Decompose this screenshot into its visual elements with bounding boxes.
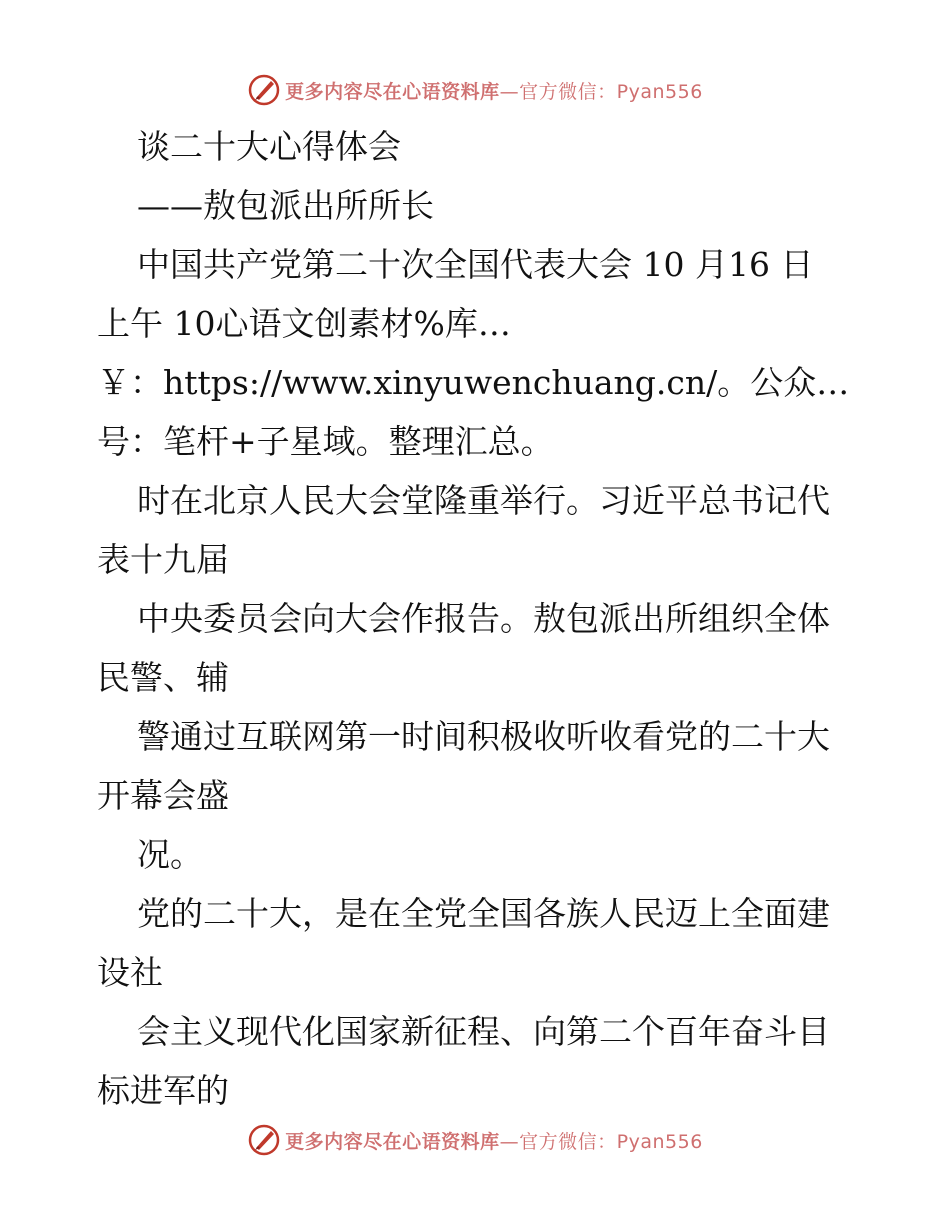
header-watermark: [247, 73, 703, 107]
header-brand-text: 更多内容尽在心语资料库: [285, 80, 500, 103]
quill-pen-logo-icon: [247, 1123, 281, 1157]
paragraph-line: 党的二十大，是在全党全国各族人民迈上全面建: [137, 894, 830, 933]
quill-pen-logo-icon: [247, 73, 281, 107]
document-title: 谈二十大心得体会: [137, 127, 401, 166]
document-byline: ——敖包派出所所长: [137, 186, 434, 225]
paragraph-line: 会主义现代化国家新征程、向第二个百年奋斗目: [137, 1012, 830, 1051]
paragraph-line: 表十九届: [97, 540, 229, 579]
paragraph-line: 民警、辅: [97, 658, 229, 697]
paragraph-line: 号：笔杆+子星域。整理汇总。: [97, 422, 554, 461]
footer-brand-text: 更多内容尽在心语资料库: [285, 1130, 500, 1153]
header-contact-text: 官方微信：Pyan556: [519, 80, 703, 103]
header-separator: —: [499, 80, 520, 103]
paragraph-line: 时在北京人民大会堂隆重举行。习近平总书记代: [137, 481, 830, 520]
paragraph-line: 设社: [97, 953, 163, 992]
footer-separator: —: [499, 1130, 520, 1153]
document-body: [97, 117, 867, 1120]
paragraph-line: ￥：https://www.xinyuwenchuang.cn/。公众…: [97, 363, 850, 402]
paragraph-line: 上午 10心语文创素材%库…: [97, 304, 511, 343]
paragraph-line: 警通过互联网第一时间积极收听收看党的二十大: [137, 717, 830, 756]
footer-watermark: [247, 1123, 703, 1157]
paragraph-line: 标进军的: [97, 1071, 229, 1110]
header-watermark-banner: [0, 70, 950, 110]
footer-watermark-banner: [0, 1120, 950, 1160]
paragraph-line: 开幕会盛: [97, 776, 229, 815]
paragraph-line: 况。: [137, 835, 203, 874]
paragraph-line: 中央委员会向大会作报告。敖包派出所组织全体: [137, 599, 830, 638]
paragraph-line: 中国共产党第二十次全国代表大会 10 月16 日: [137, 245, 814, 284]
footer-contact-text: 官方微信：Pyan556: [519, 1130, 703, 1153]
